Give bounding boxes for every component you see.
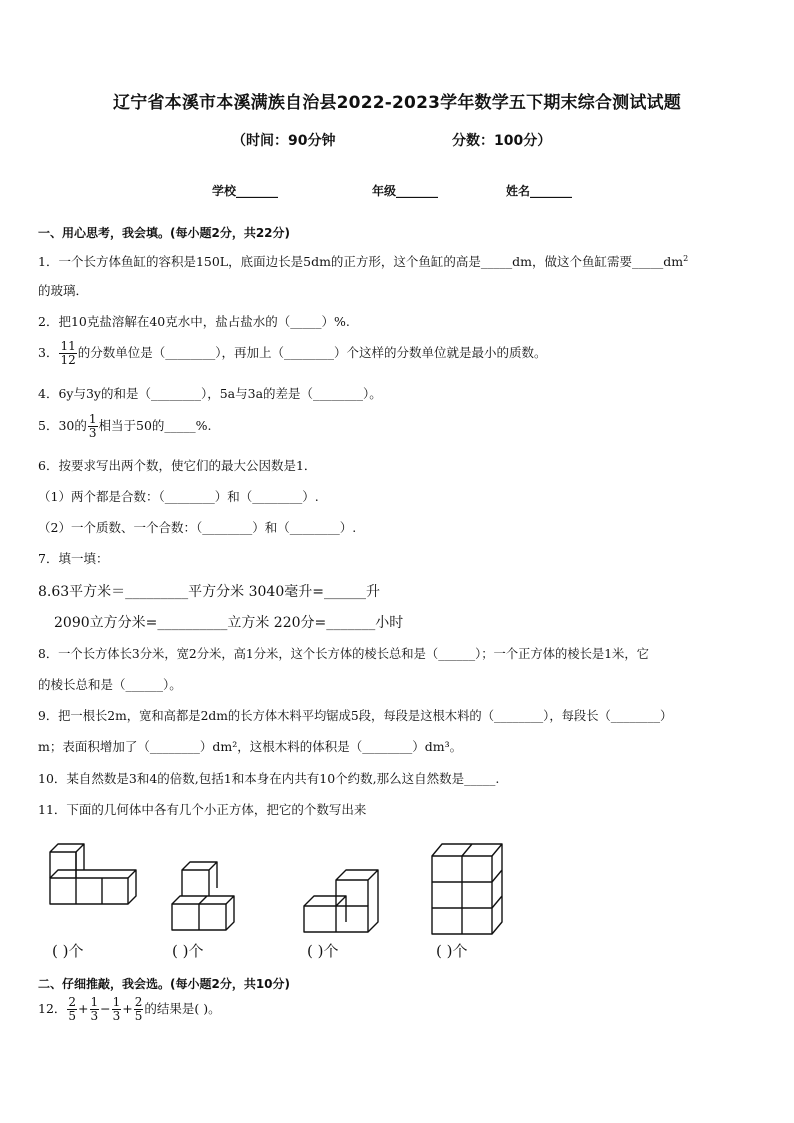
school-field: 学校_______ — [212, 184, 279, 198]
section-2-heading: 二、仔细推敲，我会选。(每小题2分，共10分) — [38, 977, 291, 991]
question-3-fraction — [59, 340, 76, 367]
question-5 — [38, 413, 212, 440]
question-8-line-1: 8．一个长方体长3分米，宽2分米，高1分米，这个长方体的棱长总和是（______）；一个正方体的棱长是1米，它 — [38, 647, 649, 661]
figure-3-answer: ( )个 — [307, 942, 339, 960]
question-1-superscript: 2 — [683, 254, 689, 263]
fraction-denominator: 12 — [60, 353, 76, 367]
question-1-line-2: 的玻璃． — [38, 283, 89, 298]
question-3-prefix: 3． — [38, 345, 59, 360]
time-info: （时间：90分钟 — [232, 133, 336, 149]
cube-figures — [0, 838, 794, 948]
question-2: 2．把10克盐溶解在40克水中，盐占盐水的（_____）%. — [38, 314, 350, 329]
operator: + — [78, 1001, 89, 1016]
question-6-part-1: （1）两个都是合数：（________）和（________）. — [38, 489, 319, 504]
section-1-heading: 一、用心思考，我会填。(每小题2分，共22分) — [38, 226, 291, 240]
name-field: 姓名_______ — [506, 184, 573, 198]
question-7-line-1: 8.63平方米＝_________平方分米 3040毫升=______升 — [38, 584, 380, 600]
question-3-text: 的分数单位是（________），再加上（________）个这样的分数单位就是最小的质数。 — [77, 345, 547, 360]
grade-field: 年级_______ — [372, 184, 439, 198]
score-info: 分数：100分） — [452, 133, 552, 149]
fraction-4 — [134, 996, 144, 1023]
operator: + — [122, 1001, 133, 1016]
question-12-prefix: 12． — [38, 1001, 67, 1016]
cube-figure-4 — [432, 844, 502, 934]
question-7: 7．填一填： — [38, 551, 109, 566]
question-1-text: 1．一个长方体鱼缸的容积是150L，底面边长是5dm的正方形，这个鱼缸的高是_____dm，做这个鱼缸需要_____dm — [38, 254, 684, 270]
fraction-denominator: 5 — [68, 1009, 77, 1023]
question-10: 10．某自然数是3和4的倍数,包括1和本身在内共有10个约数,那么这自然数是_____. — [38, 771, 500, 786]
fraction-2 — [90, 996, 100, 1023]
question-4: 4．6y与3y的和是（________），5a与3a的差是（________）。 — [38, 386, 382, 401]
fraction-numerator: 1 — [88, 412, 97, 426]
cube-figure-3 — [304, 870, 378, 932]
fraction-numerator: 2 — [68, 995, 77, 1009]
question-1-line-1 — [38, 251, 688, 270]
question-5-prefix: 5．30的 — [38, 418, 87, 433]
figure-4-answer: ( )个 — [436, 942, 468, 960]
question-8-line-2: 的棱长总和是（______）。 — [38, 677, 182, 692]
operator: − — [100, 1001, 111, 1016]
page-title: 辽宁省本溪市本溪满族自治县2022-2023学年数学五下期末综合测试试题 — [113, 93, 681, 113]
figure-2-answer: ( )个 — [172, 942, 204, 960]
cube-figure-2 — [172, 862, 234, 930]
fraction-denominator: 3 — [88, 426, 97, 440]
question-9-line-1: 9．把一根长2m，宽和高都是2dm的长方体木料平均锯成5段，每段是这根木料的（________），每段长（________） — [38, 709, 673, 723]
fraction-numerator: 2 — [134, 995, 143, 1009]
fraction-denominator: 5 — [134, 1009, 143, 1023]
cube-figure-1 — [50, 844, 136, 904]
question-5-text: 相当于50的_____%. — [98, 418, 212, 433]
question-3 — [38, 340, 547, 367]
question-5-fraction — [88, 413, 98, 440]
question-6-part-2: （2）一个质数、一个合数：（________）和（________）. — [38, 520, 357, 535]
question-7-line-2: 2090立方分米=__________立方米 220分=_______小时 — [54, 615, 404, 631]
question-6: 6．按要求写出两个数，使它们的最大公因数是1． — [38, 458, 317, 473]
fraction-numerator: 1 — [112, 995, 121, 1009]
fraction-1 — [67, 996, 77, 1023]
fraction-3 — [112, 996, 122, 1023]
question-12 — [38, 996, 221, 1023]
figure-1-answer: ( )个 — [52, 942, 84, 960]
fraction-denominator: 3 — [90, 1009, 99, 1023]
fraction-numerator: 11 — [60, 339, 76, 353]
question-9-line-2: m；表面积增加了（________）dm²，这根木料的体积是（________）dm³。 — [38, 739, 463, 754]
question-12-text: 的结果是( )。 — [144, 1001, 221, 1016]
question-11: 11．下面的几何体中各有几个小正方体，把它的个数写出来 — [38, 802, 367, 817]
fraction-numerator: 1 — [90, 995, 99, 1009]
fraction-denominator: 3 — [112, 1009, 121, 1023]
